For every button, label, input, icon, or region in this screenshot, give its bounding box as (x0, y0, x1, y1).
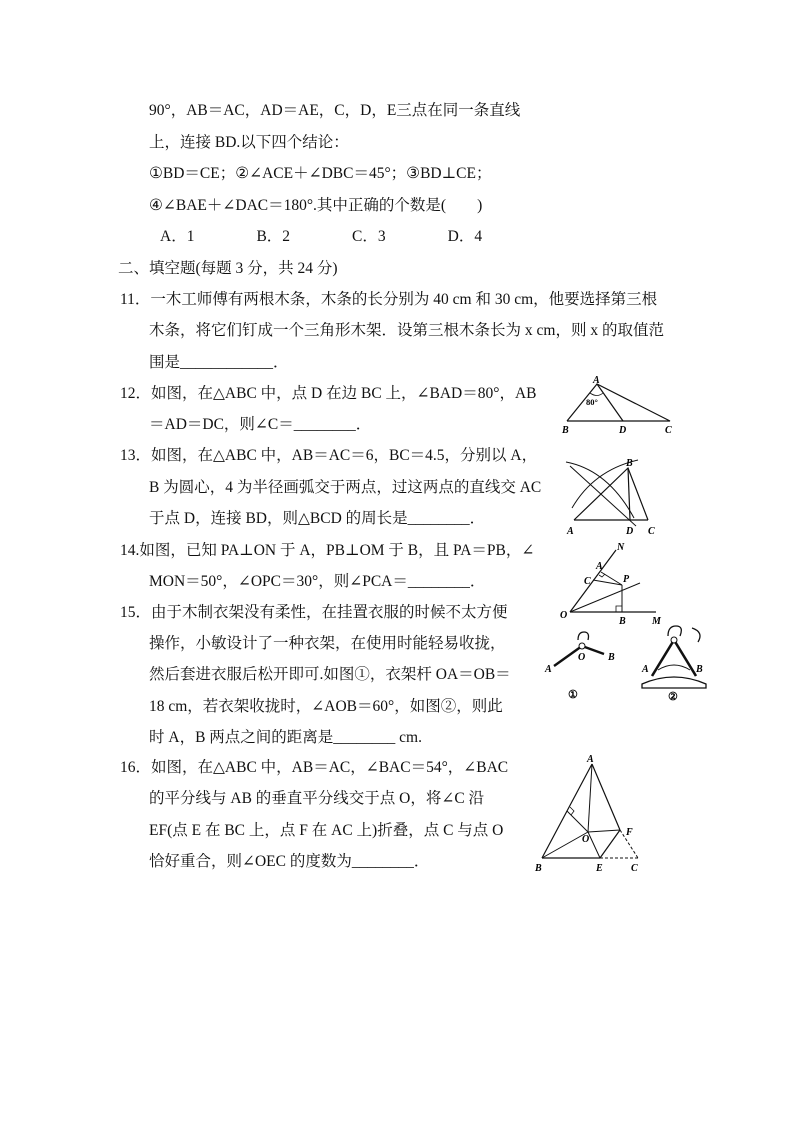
q15-line-3: 然后套进衣服后松开即可.如图①，衣架杆 OA＝OB＝ (149, 666, 511, 683)
q16-bisector-ao (588, 764, 592, 832)
q13-line-1: 13．如图，在△ABC 中，AB＝AC＝6，BC＝4.5，分别以 A， (120, 447, 538, 464)
q11-line-2: 木条，将它们钉成一个三角形木架．设第三根木条长为 x cm，则 x 的取值范 (149, 322, 664, 339)
hanger-hook-2 (668, 626, 681, 636)
q10-line-3: ①BD＝CE；②∠ACE＋∠DBC＝45°；③BD⊥CE； (149, 165, 492, 182)
q16-perp-bisector (567, 811, 588, 832)
q10-line-4: ④∠BAE＋∠DAC＝180°.其中正确的个数是( ) (149, 197, 483, 214)
q14-right-angle-a (599, 574, 605, 577)
q16-side-af (592, 764, 620, 830)
hanger-pivot-2 (671, 637, 677, 643)
q12-figure (555, 374, 685, 443)
q14-label-n: N (617, 542, 625, 553)
q16-segment-of (588, 830, 620, 832)
hanger-arm-right (674, 640, 696, 676)
q16-segment-oe (588, 832, 600, 858)
q14-line-2: MON＝50°，∠OPC＝30°，则∠PCA＝________． (149, 573, 486, 590)
q11-line-1: 11．一木工师傅有两根木条，木条的长分别为 40 cm 和 30 cm，他要选择第三根 (120, 291, 658, 308)
q16-label-b: B (535, 863, 542, 874)
q12-label-c: C (665, 425, 672, 436)
hanger-pivot-1 (579, 643, 585, 649)
q14-label-m: M (652, 616, 661, 627)
hanger-garment (642, 677, 706, 688)
q16-line-4: 恰好重合，则∠OEC 的度数为________． (149, 853, 430, 870)
q10-line-2: 上，连接 BD.以下四个结论： (149, 134, 349, 151)
q14-label-b: B (619, 616, 626, 627)
q12-label-b: B (562, 425, 569, 436)
q16-line-1: 16．如图，在△ABC 中，AB＝AC，∠BAC＝54°，∠BAC (120, 759, 509, 776)
q13-segment-bd (628, 468, 630, 520)
q15-caption-1: ① (568, 689, 578, 701)
q16-label-a: A (587, 754, 594, 765)
q16-figure (532, 752, 652, 882)
q14-label-o: O (560, 610, 568, 621)
q16-label-o: O (582, 834, 590, 845)
q13-label-d: D (626, 526, 634, 537)
hanger-arc (658, 665, 690, 670)
q16-label-f: F (626, 827, 633, 838)
q13-line-2: B 为圆心，4 为半径画弧交于两点，过这两点的直线交 AC (149, 479, 542, 496)
hanger-arm-ob (582, 646, 604, 654)
q12-angle-arc (590, 393, 603, 396)
q16-line-2: 的平分线与 AB 的垂直平分线交于点 O，将∠C 沿 (149, 790, 485, 807)
q15-line-4: 18 cm，若衣架收拢时，∠AOB＝60°，如图②，则此 (149, 698, 503, 715)
q12-line-1: 12．如图，在△ABC 中，点 D 在边 BC 上，∠BAD＝80°，AB (120, 385, 537, 402)
q13-label-c: C (648, 526, 655, 537)
q10-options: A．1 B．2 C．3 D．4 (160, 228, 483, 245)
hanger-clip (692, 628, 700, 642)
q15-label-o: O (578, 652, 586, 663)
q14-label-c: C (584, 576, 591, 587)
q16-line-3: EF(点 E 在 BC 上，点 F 在 AC 上)折叠，点 C 与点 O (149, 822, 504, 839)
q15-label-a: A (545, 664, 552, 675)
q13-triangle (574, 468, 648, 520)
hanger-arm-left (652, 640, 674, 676)
q12-label-d: D (619, 425, 627, 436)
q10-line-1: 90°，AB＝AC，AD＝AE，C，D，E三点在同一条直线 (149, 102, 521, 119)
q15-label-b: B (608, 652, 615, 663)
q16-fold-ef (600, 830, 620, 858)
q13-figure (556, 452, 666, 547)
q15-figure-1 (542, 622, 622, 707)
hanger-hook-1 (578, 632, 589, 640)
q15-caption-2: ② (668, 691, 678, 702)
q12-angle-label: 80° (586, 397, 598, 407)
q12-line-2: ＝AD＝DC，则∠C＝________． (149, 416, 372, 433)
q12-segment-ad (597, 384, 623, 421)
q11-line-3: 围是____________． (149, 354, 289, 371)
q13-label-a: A (567, 526, 574, 537)
q15-line-2: 操作，小敏设计了一种衣架，在使用时能轻易收拢， (149, 635, 506, 652)
q13-label-b: B (626, 458, 633, 469)
q16-label-e: E (596, 863, 603, 874)
q16-label-c: C (631, 863, 638, 874)
q13-arc-1 (566, 462, 634, 518)
q15-line-5: 时 A，B 两点之间的距离是________ cm. (149, 729, 422, 746)
q14-label-p: P (623, 574, 630, 585)
q15-label-b-2: B (696, 664, 703, 675)
q14-label-a: A (596, 561, 603, 572)
q15-figure-2 (638, 618, 710, 707)
q14-right-angle-b (616, 606, 622, 612)
q12-label-a: A (593, 375, 600, 386)
q15-line-1: 15．由于木制衣架没有柔性，在挂置衣服的时候不太方便 (120, 604, 508, 621)
section-title: 二、填空题(每题 3 分，共 24 分) (118, 260, 338, 277)
q16-right-angle (570, 807, 574, 815)
q13-line-3: 于点 D，连接 BD，则△BCD 的周长是________． (149, 510, 486, 527)
q15-label-a-2: A (642, 664, 649, 675)
q14-line-1: 14.如图，已知 PA⊥ON 于 A，PB⊥OM 于 B，且 PA＝PB，∠ (120, 542, 535, 559)
